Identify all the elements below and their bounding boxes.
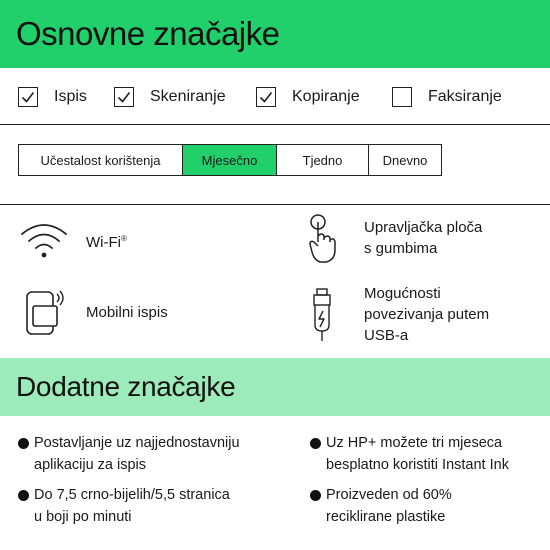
checkmark-icon	[116, 89, 132, 105]
feature-wifi	[18, 214, 127, 266]
touch-hand-icon	[302, 212, 342, 264]
bullet-dot	[18, 438, 29, 449]
bullet-speed	[18, 484, 258, 528]
usb-connectivity-label: Mogućnosti povezivanja putem USB-a	[364, 285, 490, 344]
function-label: Ispis	[54, 88, 87, 105]
wifi-icon	[18, 220, 70, 260]
bullet-dot	[18, 490, 29, 501]
wifi-label: Wi-Fi®	[86, 233, 127, 251]
usage-frequency-label: Učestalost korištenja	[19, 145, 183, 175]
bullet-hp-plus	[310, 432, 550, 476]
function-label: Faksiranje	[428, 88, 502, 105]
print-checkbox	[18, 87, 38, 107]
copy-checkbox	[256, 87, 276, 107]
function-label: Kopiranje	[292, 88, 360, 105]
function-fax	[392, 86, 502, 108]
frequency-daily: Dnevno	[382, 152, 428, 168]
bullet-text: Uz HP+ možete tri mjeseca besplatno koristiti Instant Ink	[326, 435, 509, 473]
mobile-print-label: Mobilni ispis	[86, 303, 168, 321]
registered-mark: ®	[120, 233, 127, 243]
feature-mobile-print	[18, 286, 168, 338]
feature-usb	[296, 283, 489, 346]
control-panel-label: Upravljačka ploča s gumbima	[364, 219, 483, 257]
main-features-title: Osnovne značajke	[16, 15, 280, 52]
frequency-weekly: Tjedno	[277, 145, 369, 175]
additional-features-title: Dodatne značajke	[16, 371, 236, 402]
bullet-text: Postavljanje uz najjednostavniju aplikaciju za ispis	[34, 435, 240, 473]
usage-frequency-table	[18, 144, 442, 176]
bullet-text: Do 7,5 crno-bijelih/5,5 stranica u boji po minuti	[34, 487, 230, 525]
bullet-dot	[310, 438, 321, 449]
feature-control-panel	[296, 212, 482, 264]
function-copy	[256, 86, 360, 108]
checkmark-icon	[258, 89, 274, 105]
function-label: Skeniranje	[150, 88, 226, 105]
bullet-recycled	[310, 484, 550, 528]
checkmark-icon	[20, 89, 36, 105]
bullet-text: Proizveden od 60% reciklirane plastike	[326, 487, 452, 525]
frequency-monthly: Mjesečno	[183, 145, 277, 175]
fax-checkbox	[392, 87, 412, 107]
main-features-header	[0, 0, 550, 68]
bullet-dot	[310, 490, 321, 501]
section-divider	[0, 124, 550, 125]
mobile-print-icon	[21, 286, 67, 338]
function-scan	[114, 86, 226, 108]
bullet-setup	[18, 432, 258, 476]
scan-checkbox	[114, 87, 134, 107]
additional-features-header	[0, 358, 550, 416]
function-checklist	[0, 78, 550, 118]
section-divider	[0, 204, 550, 205]
usb-icon	[307, 287, 337, 343]
function-print	[18, 86, 87, 108]
